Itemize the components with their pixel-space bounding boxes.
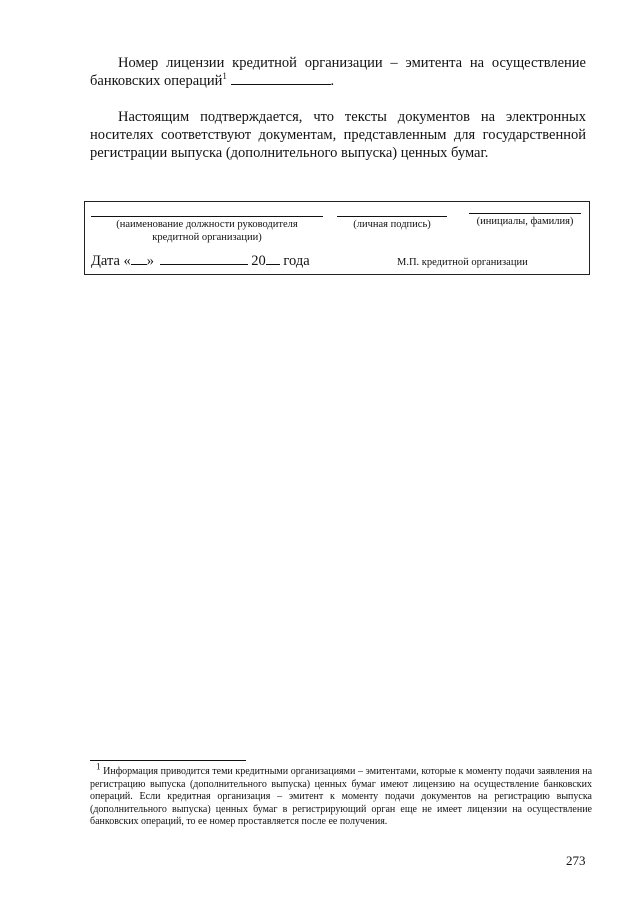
position-line bbox=[91, 216, 323, 217]
position-label: (наименование должности руководителя кредитной организации) bbox=[116, 219, 298, 243]
license-number-tail: . bbox=[330, 73, 335, 89]
footnote-text: Информация приводится теми кредитными организациями – эмитентами, которые к моменту подачи заявления на регистрацию выпуска (дополнительного выпуска) ценных бумаг имеют лицензию на осуществление банковских операций. Если кредитная организация – эмитент к моменту подачи документов на регистрацию выпуска (дополнительного выпуска) ценных бумаг в регистрирующий орган еще не имеет лицензии на осуществление банковских операций, то ее номер проставляется после ее получения. bbox=[90, 766, 593, 828]
signature-label: (личная подпись) bbox=[353, 219, 431, 230]
footnote-ref: 1 bbox=[222, 71, 227, 82]
year-blank bbox=[266, 252, 280, 265]
date-quote-close: » bbox=[146, 253, 155, 269]
year-prefix: 20 bbox=[251, 253, 266, 269]
day-blank bbox=[131, 252, 147, 265]
footnote-number: 1 bbox=[96, 761, 101, 772]
signature-block bbox=[84, 201, 590, 275]
confirmation-paragraph: Настоящим подтверждается, что тексты документов на электронных носителях соответствуют документам, представленным для государственной регистрации выпуска (дополнительного выпуска) ценных бумаг. bbox=[90, 109, 586, 161]
year-suffix: года bbox=[283, 253, 310, 269]
date-prefix: Дата « bbox=[91, 253, 131, 269]
footnote-separator bbox=[90, 760, 246, 761]
license-number-paragraph bbox=[90, 54, 586, 90]
month-blank bbox=[160, 252, 248, 265]
date-row bbox=[91, 252, 310, 270]
signature-line bbox=[337, 216, 447, 217]
license-number-text: Номер лицензии кредитной организации – эмитента на осуществление банковских операций bbox=[90, 55, 586, 89]
footnote bbox=[90, 761, 593, 829]
page-number: 273 bbox=[566, 853, 586, 868]
license-number-blank bbox=[231, 72, 331, 85]
stamp-label: М.П. кредитной организации bbox=[397, 257, 528, 268]
initials-line bbox=[469, 213, 581, 214]
initials-label: (инициалы, фамилия) bbox=[476, 216, 574, 227]
